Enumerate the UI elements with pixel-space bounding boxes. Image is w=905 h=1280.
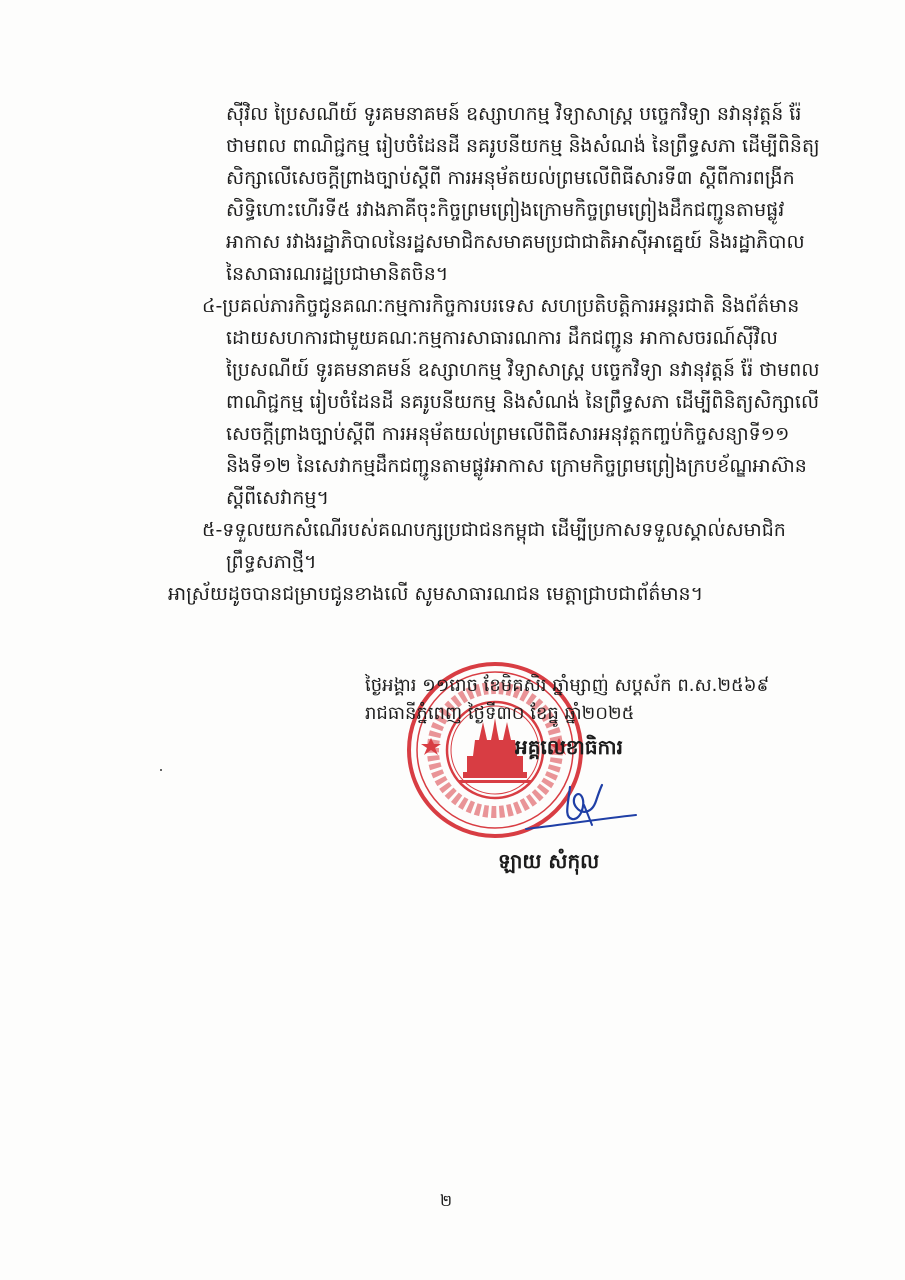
page-number: ២ (440, 1191, 453, 1210)
signatory-name: ឡាយ សំកុល (498, 849, 600, 873)
continued-paragraph: ស៊ីវិល ប្រៃសណីយ៍ ទូរគមនាគមន៍ ឧស្សាហកម្ម វិទ្យាសាស្ត្រ បច្ចេកវិទ្យា នវានុវត្តន៍ រ៉ែ ថាមពល ពាណិជ្ជកម្ម រៀបចំដែនដី នគរូបនីយកម្ម និងសំណង់ នៃព្រឹទ្ធសភា ដើម្បីពិនិត្យសិក្សាលើសេចក្ដីព្រាងច្បាប់ស្ដីពី ការអនុម័តយល់ព្រមលើពិធីសារទី៣ ស្ដីពីការពង្រីកសិទ្ធិហោះហើរទី៥ រវាងភាគីចុះកិច្ចព្រមព្រៀងក្រោមកិច្ចព្រមព្រៀងដឹកជញ្ជូនតាមផ្លូវអាកាស រវាងរដ្ឋាភិបាលនៃរដ្ឋសមាជិកសមាគមប្រជាជាតិអាស៊ីអាគ្នេយ៍ និងរដ្ឋាភិបាលនៃសាធារណរដ្ឋប្រជាមានិតចិន។ (226, 103, 820, 285)
solar-date: រាជធានីភ្នំពេញ ថ្ងៃទី៣០ ខែធ្នូ ឆ្នាំ២០២៥ (365, 703, 635, 724)
closing-statement: អាស្រ័យដូចបានជម្រាបជូនខាងលើ សូមសាធារណជន មេត្តាជ្រាបជាព័ត៌មាន។ (168, 583, 704, 605)
agenda-item-5: ៥-ទទួលយកសំណើរបស់គណបក្សប្រជាជនកម្ពុជា ដើម្បីប្រកាសទទួលស្គាល់សមាជិកព្រឹទ្ធសភាថ្មី។ (202, 519, 786, 573)
agenda-item-4: ៤-ប្រគល់ភារកិច្ចជូនគណៈកម្មការកិច្ចការបរទេស សហប្រតិបត្តិការអន្តរជាតិ និងព័ត៌មាន ដោយសហការជាមួយគណៈកម្មការសាធារណការ ដឹកជញ្ជូន អាកាសចរណ៍ស៊ីវិល ប្រៃសណីយ៍ ទូរគមនាគមន៍ ឧស្សាហកម្ម វិទ្យាសាស្ត្រ បច្ចេកវិទ្យា នវានុវត្តន៍ រ៉ែ ថាមពល ពាណិជ្ជកម្ម រៀបចំដែនដី នគរូបនីយកម្ម និងសំណង់ នៃព្រឹទ្ធសភា ដើម្បីពិនិត្យសិក្សាលើសេចក្ដីព្រាងច្បាប់ស្ដីពី ការអនុម័តយល់ព្រមលើពិធីសារអនុវត្តកញ្ចប់កិច្ចសន្យាទី១១ និងទី១២ នៃសេវាកម្មដឹកជញ្ជូនតាមផ្លូវអាកាស ក្រោមកិច្ចព្រមព្រៀងក្របខ័ណ្ឌអាស៊ាន ស្ដីពីសេវាកម្ម។ (202, 295, 820, 509)
document-body (168, 98, 820, 610)
lunar-date: ថ្ងៃអង្គារ ១១រោច ខែមិគសិរ ឆ្នាំម្សាញ់ សប្តស័ក ព.ស.២៥៦៩ (365, 675, 770, 696)
handwritten-signature-icon (520, 775, 640, 835)
signatory-title: អគ្គលេខាធិការ (515, 735, 623, 759)
scan-speck (160, 769, 162, 771)
date-block (365, 672, 825, 728)
